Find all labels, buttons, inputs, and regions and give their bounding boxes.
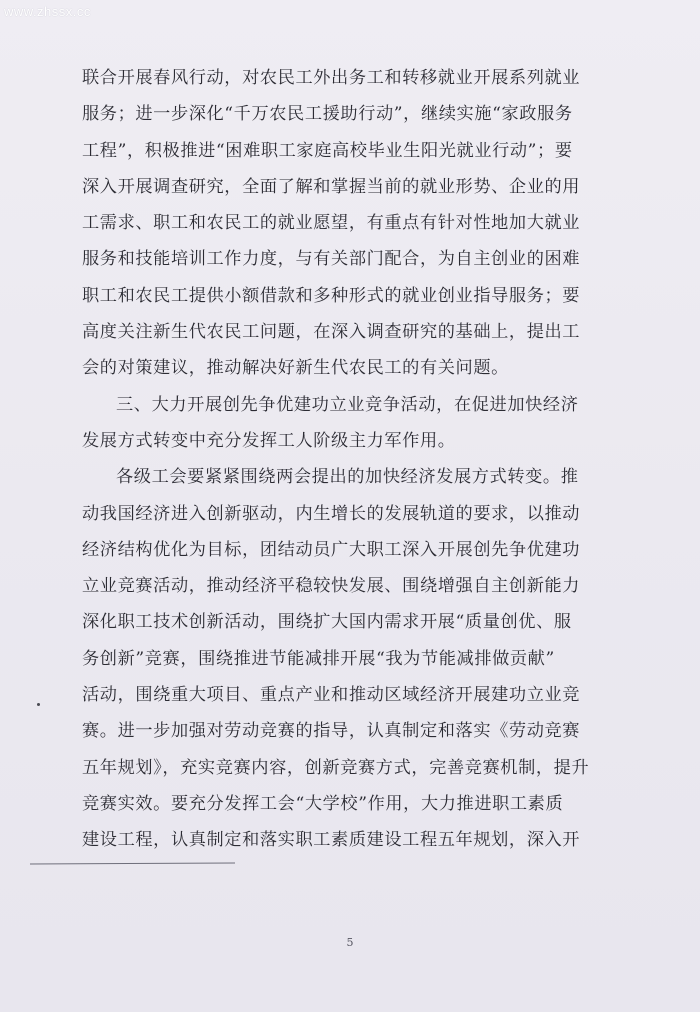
text-line-7: 职工和农民工提供小额借款和多种形式的就业创业指导服务；要 — [82, 285, 581, 306]
text-line-15: 立业竞赛活动，推动经济平稳较快发展、围绕增强自主创新能力 — [82, 576, 581, 597]
document-body — [82, 60, 622, 859]
text-line-18: 活动，围绕重大项目、重点产业和推动区域经济开展建功立业竞 — [82, 685, 581, 706]
text-line-2: 服务；进一步深化“千万农民工援助行动”，继续实施“家政服务 — [82, 104, 573, 125]
section-heading-line-1: 三、大力开展创先争优建功立业竞争活动，在促进加快经济 — [116, 394, 579, 415]
text-line-3: 工程”，积极推进“困难职工家庭高校毕业生阳光就业行动”；要 — [82, 140, 573, 161]
text-line-8: 高度关注新生代农民工问题，在深入调查研究的基础上，提出工 — [82, 322, 581, 343]
text-line-1: 联合开展春风行动，对农民工外出务工和转移就业开展系列就业 — [82, 68, 581, 88]
text-line-21: 竞赛实效。要充分发挥工会“大学校”作用，大力推进职工素质 — [82, 793, 564, 814]
text-line-13: 动我国经济进入创新驱动，内生增长的发展轨道的要求，以推动 — [82, 503, 581, 524]
pen-stroke-mark — [30, 862, 235, 864]
text-line-16: 深化职工技术创新活动，围绕扩大国内需求开展“质量创优、服 — [82, 612, 572, 633]
watermark-text: www.zhssx.cc — [4, 4, 91, 19]
text-line-17: 务创新”竞赛，围绕推进节能减排开展“我为节能减排做贡献” — [82, 648, 555, 669]
text-line-14: 经济结构优化为目标，团结动员广大职工深入开展创先争优建功 — [82, 539, 581, 560]
text-line-20: 五年规划》，充实竞赛内容，创新竞赛方式，完善竞赛机制，提升 — [82, 757, 590, 778]
scan-speck — [37, 703, 40, 706]
page-number: 5 — [346, 936, 354, 949]
text-line-22: 建设工程，认真制定和落实职工素质建设工程五年规划，深入开 — [82, 830, 581, 851]
section-heading-line-2: 发展方式转变中充分发挥工人阶级主力军作用。 — [82, 430, 456, 451]
text-line-12: 各级工会要紧紧围绕两会提出的加快经济发展方式转变。推 — [116, 467, 579, 488]
text-line-4: 深入开展调查研究，全面了解和掌握当前的就业形势、企业的用 — [82, 176, 581, 197]
text-line-19: 赛。进一步加强对劳动竞赛的指导，认真制定和落实《劳动竞赛 — [82, 721, 581, 742]
text-line-9: 会的对策建议，推动解决好新生代农民工的有关问题。 — [82, 358, 509, 379]
text-line-6: 服务和技能培训工作力度，与有关部门配合，为自主创业的困难 — [82, 249, 581, 270]
text-line-5: 工需求、职工和农民工的就业愿望，有重点有针对性地加大就业 — [82, 213, 581, 234]
